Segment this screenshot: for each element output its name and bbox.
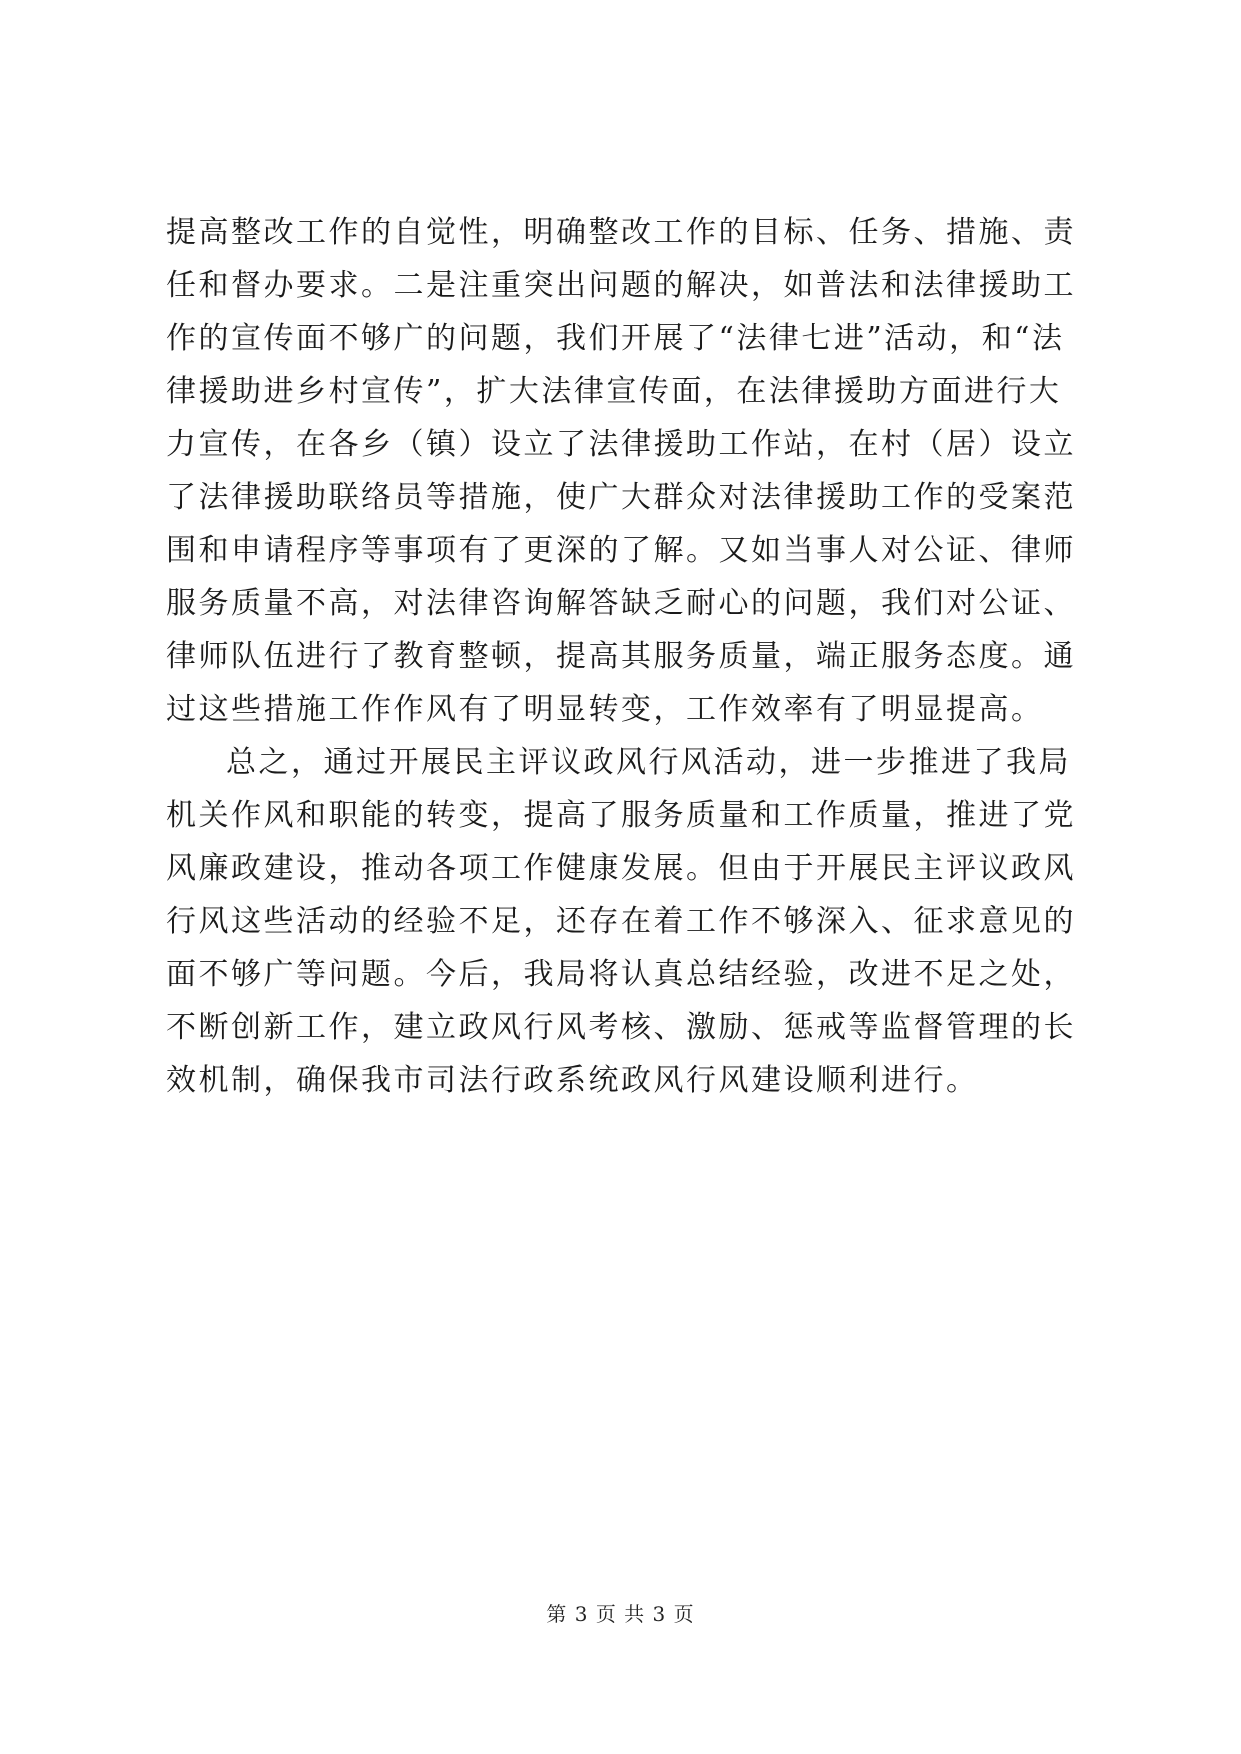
text-line: 服务质量不高，对法律咨询解答缺乏耐心的问题，我们对公证、	[166, 586, 1076, 621]
body-text	[166, 206, 1076, 1107]
text-line: 面不够广等问题。今后，我局将认真总结经验，改进不足之处，	[166, 957, 1076, 992]
text-line-indented: 总之，通过开展民主评议政风行风活动，进一步推进了我局	[226, 745, 1071, 780]
text-line: 提高整改工作的自觉性，明确整改工作的目标、任务、措施、责	[166, 215, 1076, 250]
text-line: 围和申请程序等事项有了更深的了解。又如当事人对公证、律师	[166, 533, 1076, 568]
text-line: 不断创新工作，建立政风行风考核、激励、惩戒等监督管理的长	[166, 1010, 1076, 1045]
text-line: 效机制，确保我市司法行政系统政风行风建设顺利进行。	[166, 1063, 979, 1098]
paragraph-1	[166, 206, 1076, 736]
text-line: 过这些措施工作作风有了明显转变，工作效率有了明显提高。	[166, 692, 1044, 727]
text-line: 了法律援助联络员等措施，使广大群众对法律援助工作的受案范	[166, 480, 1076, 515]
text-line: 机关作风和职能的转变，提高了服务质量和工作质量，推进了党	[166, 798, 1076, 833]
text-line: 风廉政建设，推动各项工作健康发展。但由于开展民主评议政风	[166, 851, 1076, 886]
text-line: 律师队伍进行了教育整顿，提高其服务质量，端正服务态度。通	[166, 639, 1076, 674]
text-line: 行风这些活动的经验不足，还存在着工作不够深入、征求意见的	[166, 904, 1076, 939]
paragraph-2	[166, 736, 1076, 1107]
text-line: 律援助进乡村宣传”，扩大法律宣传面，在法律援助方面进行大	[166, 374, 1062, 409]
text-line: 任和督办要求。二是注重突出问题的解决，如普法和法律援助工	[166, 268, 1076, 303]
text-line: 作的宣传面不够广的问题，我们开展了“法律七进”活动，和“法	[166, 321, 1065, 356]
text-line: 力宣传，在各乡（镇）设立了法律援助工作站，在村（居）设立	[166, 427, 1076, 462]
page-number-footer: 第 3 页 共 3 页	[546, 1602, 695, 1626]
